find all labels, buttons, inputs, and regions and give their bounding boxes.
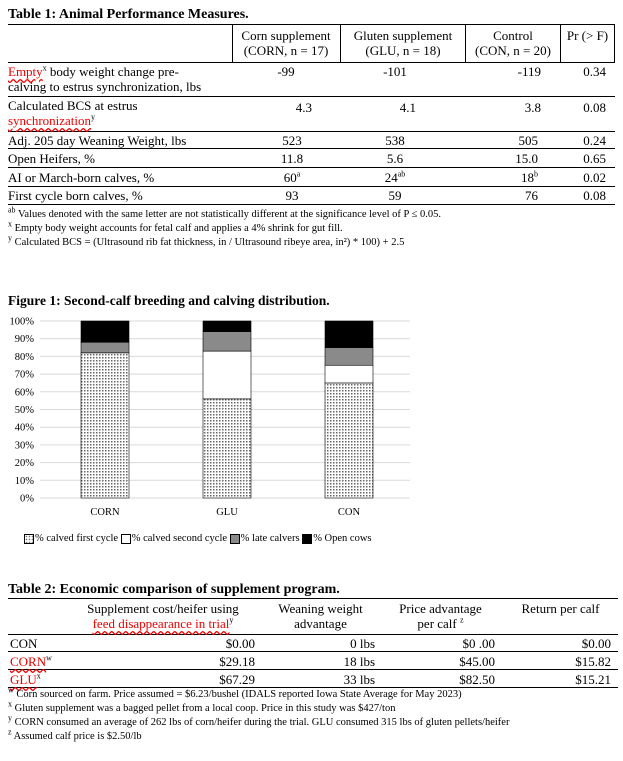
table1-cell: 15.0 [515,151,538,166]
y-tick-label: 70% [14,369,34,381]
table1-cell: 0.02 [583,170,606,185]
table2-cell: $0.00 [581,636,611,651]
table2-cell: $0 .00 [462,636,495,651]
table1-cell: 76 [525,188,538,203]
legend-item-open-cows: % Open cows [302,533,371,544]
table2-cell: $15.21 [575,672,611,687]
table1-header-corn: Corn supplement (CORN, n = 17) [241,28,331,58]
legend-item-late-calvers: % late calvers [230,533,300,544]
bar-segment-late-calvers [81,342,129,353]
table1-header-pr: Pr (> F) [566,28,609,43]
table1-cell: 0.34 [583,64,606,79]
x-tick-label: CORN [90,507,120,518]
table1-row-label: Open Heifers, % [8,151,95,166]
table2-footnote-y: $^y$ CORN consumed an average of 262 lbs of corn/heifer during the trial. GLU consumed 315 lbs of gluten pellets/heifer [8,713,510,728]
table1-title: Table 1: Animal Performance Measures. [8,7,249,22]
table1-row-label: Adj. 205 day Weaning Weight, lbs [8,133,187,148]
figure1-title: Figure 1: Second-calf breeding and calving distribution. [8,293,330,308]
table2-row-label: GLU$^x$ [10,671,41,687]
bar-segment-first-cycle [81,353,129,498]
table2-cell: $82.50 [459,672,495,687]
table1-cell: 4.3 [295,100,312,115]
table2-footnote-w: $^w$ Corn sourced on farm. Price assumed = $6.23/bushel (IDALS reported Iowa State Average for May 2023) [8,685,462,700]
legend-swatch-first-cycle [24,534,34,544]
table2-cell: 18 lbs [343,654,375,669]
chart-legend [24,533,372,544]
table1-footnote-x: $^x$ Empty body weight accounts for fetal calf and applies a 4% shrink for gut fill. [8,219,343,234]
legend-swatch-late-calvers [230,534,240,544]
y-tick-label: 0% [20,493,34,505]
bar-segment-first-cycle [325,383,373,498]
y-tick-label: 60% [14,387,34,399]
bar-segment-late-calvers [325,348,373,366]
table2-footnote-x: $^x$ Gluten supplement was a bagged pellet from a local coop. Price in this study was $427/ton [8,699,396,714]
bar-segment-second-cycle [325,365,373,383]
y-tick-label: 20% [14,458,34,470]
table1-cell: 4.1 [399,100,416,115]
table1-cell: 93 [285,188,299,203]
table2-footnote-z: $^z$ Assumed calf price is $2.50/lb [8,727,142,742]
y-tick-label: 10% [14,475,34,487]
table1-cell: 3.8 [524,100,541,115]
legend-swatch-open-cows [302,534,312,544]
table1-cell: 538 [385,133,405,148]
table1-cell: -119 [517,64,541,79]
table1-cell: 0.65 [583,151,606,166]
table2-cell: 0 lbs [350,636,375,651]
table1-cell: 59 [388,188,402,203]
table1-cell: 505 [518,133,538,148]
table2-row-label: CORN$^w$ [10,653,52,669]
table1-cell: 0.24 [583,133,606,148]
table1-cell: 523 [282,133,302,148]
y-tick-label: 30% [14,440,34,452]
bar-segment-open-cows [203,321,251,332]
table1-row-label: Empty$^x$ body weight change pre- calving to estrus synchronization, lbs [8,63,202,94]
table1-footnote-y: $^y$ Calculated BCS = (Ultrasound rib fat thickness, in / Ultrasound ribeye area, in²) * 100) + 2.5 [8,233,405,248]
table2 [8,598,620,690]
table1 [8,24,620,210]
table1-cell: 60$^a$ [283,169,301,185]
table1-cell: -99 [277,64,295,79]
table1-cell: 5.6 [386,151,404,166]
table1-row-label: Calculated BCS at estrus synchronization$^y$ [8,98,138,128]
legend-swatch-second-cycle [121,534,131,544]
table1-cell: 0.08 [583,188,606,203]
x-tick-label: CON [337,507,361,518]
legend-item-second-cycle: % calved second cycle [121,533,227,544]
y-tick-label: 100% [9,316,34,328]
table2-cell: $45.00 [459,654,495,669]
table2-cell: $67.29 [219,672,255,687]
table1-footnote-ab: $^{ab}$ Values denoted with the same letter are not statistically different at the significance level of P ≤ 0.05. [8,205,442,220]
table1-cell: 11.8 [280,151,304,166]
bar-segment-open-cows [81,321,129,342]
table2-header-return: Return per calf [521,601,600,616]
bar-segment-open-cows [325,321,373,348]
y-tick-label: 80% [14,351,34,363]
figure1-chart-svg [0,312,623,512]
table1-cell: $24^{ab}$ [384,169,406,185]
table2-title: Table 2: Economic comparison of supplement program. [8,582,340,597]
table2-header-price: Price advantage per calf $^z$ [399,601,482,631]
bar-segment-second-cycle [203,351,251,399]
table1-cell: 18$^b$ [521,169,538,185]
y-tick-label: 90% [14,334,34,346]
table1-row-label: AI or March-born calves, % [8,170,155,185]
y-tick-label: 50% [14,405,34,416]
table2-header-weaning: Weaning weight advantage [278,601,363,631]
table1-cell: -101 [383,64,407,79]
table1-cell: 0.08 [583,100,606,115]
table2-header-cost: Supplement cost/heifer using feed disappearance in trial$^y$ [87,601,239,631]
y-tick-label: 40% [14,422,34,434]
bar-segment-late-calvers [203,332,251,351]
figure1-chart [0,312,623,512]
table2-cell: $29.18 [219,654,255,669]
table1-row-label: First cycle born calves, % [8,188,143,203]
bar-segment-first-cycle [203,399,251,498]
table1-header-con: Control (CON, n = 20) [475,28,551,58]
table2-cell: 33 lbs [343,672,375,687]
legend-item-first-cycle: % calved first cycle [24,533,118,544]
table1-header-glu: Gluten supplement (GLU, n = 18) [353,28,453,58]
table2-row-label: CON [10,636,38,651]
x-tick-label: GLU [216,507,238,518]
table2-cell: $15.82 [575,654,611,669]
table2-cell: $0.00 [225,636,255,651]
